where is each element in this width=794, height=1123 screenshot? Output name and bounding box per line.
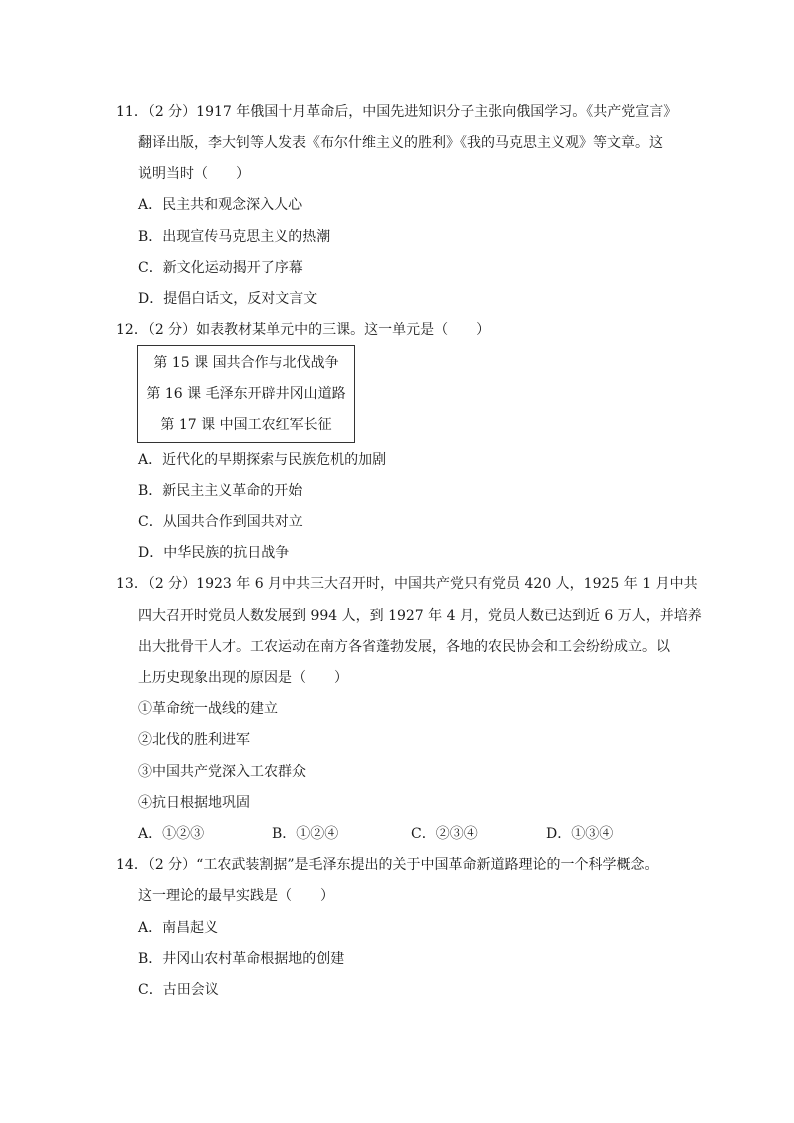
q14-option-c[interactable]: C．古田会议 [138,982,219,998]
q12-option-b[interactable]: B．新民主主义革命的开始 [138,483,303,499]
q11-option-d[interactable]: D．提倡白话文，反对文言文 [138,291,318,307]
lesson-table [137,345,355,443]
q12-option-a[interactable]: A．近代化的早期探索与民族危机的加剧 [138,452,387,468]
q13-option-d[interactable]: D．①③④ [546,826,614,842]
q14-option-a[interactable]: A．南昌起义 [138,920,219,936]
q13-option-c[interactable]: C．②③④ [411,826,478,842]
lesson-row: 第 17 课 中国工农红军长征 [160,417,332,433]
q11-option-c[interactable]: C．新文化运动揭开了序幕 [138,260,303,276]
lesson-row: 第 16 课 毛泽东开辟井冈山道路 [146,386,346,402]
q13-item-1: ①革命统一战线的建立 [138,701,278,717]
q13-stem-line1: 13．（2 分）1923 年 6 月中共三大召开时，中国共产党只有党员 420 人，1925 年 1 月中共 [116,576,698,592]
q11-option-b[interactable]: B．出现宣传马克思主义的热潮 [138,229,331,245]
q14-stem-line1: 14．（2 分）“工农武装割据”是毛泽东提出的关于中国革命新道路理论的一个科学概念。 [116,857,659,873]
q12-option-d[interactable]: D．中华民族的抗日战争 [138,545,290,561]
q11-stem-line3: 说明当时（ ） [138,166,250,182]
q11-stem-line2: 翻译出版，李大钊等人发表《布尔什维主义的胜利》《我的马克思主义观》等文章。这 [138,135,663,151]
q12-option-c[interactable]: C．从国共合作到国共对立 [138,514,303,530]
q13-stem-line4: 上历史现象出现的原因是（ ） [138,670,348,686]
q13-item-2: ②北伐的胜利进军 [138,732,250,748]
q12-stem-line1: 12．（2 分）如表教材某单元中的三课。这一单元是（ ） [116,322,491,338]
q13-item-3: ③中国共产党深入工农群众 [138,764,306,780]
q13-stem-line3: 出大批骨干人才。工农运动在南方各省蓬勃发展，各地的农民协会和工会纷纷成立。以 [138,639,670,655]
q14-option-b[interactable]: B．井冈山农村革命根据地的创建 [138,951,345,967]
q11-option-a[interactable]: A．民主共和观念深入人心 [138,197,303,213]
q13-item-4: ④抗日根据地巩固 [138,795,250,811]
q13-stem-line2: 四大召开时党员人数发展到 994 人，到 1927 年 4 月，党员人数已达到近 6 万人，并培养 [138,608,702,624]
q13-option-a[interactable]: A．①②③ [138,826,205,842]
q11-stem-line1: 11．（2 分）1917 年俄国十月革命后，中国先进知识分子主张向俄国学习。《共产党宣言》 [116,104,678,120]
lesson-row: 第 15 课 国共合作与北伐战争 [153,355,339,371]
q14-stem-line2: 这一理论的最早实践是（ ） [138,888,334,904]
q13-option-b[interactable]: B．①②④ [272,826,339,842]
